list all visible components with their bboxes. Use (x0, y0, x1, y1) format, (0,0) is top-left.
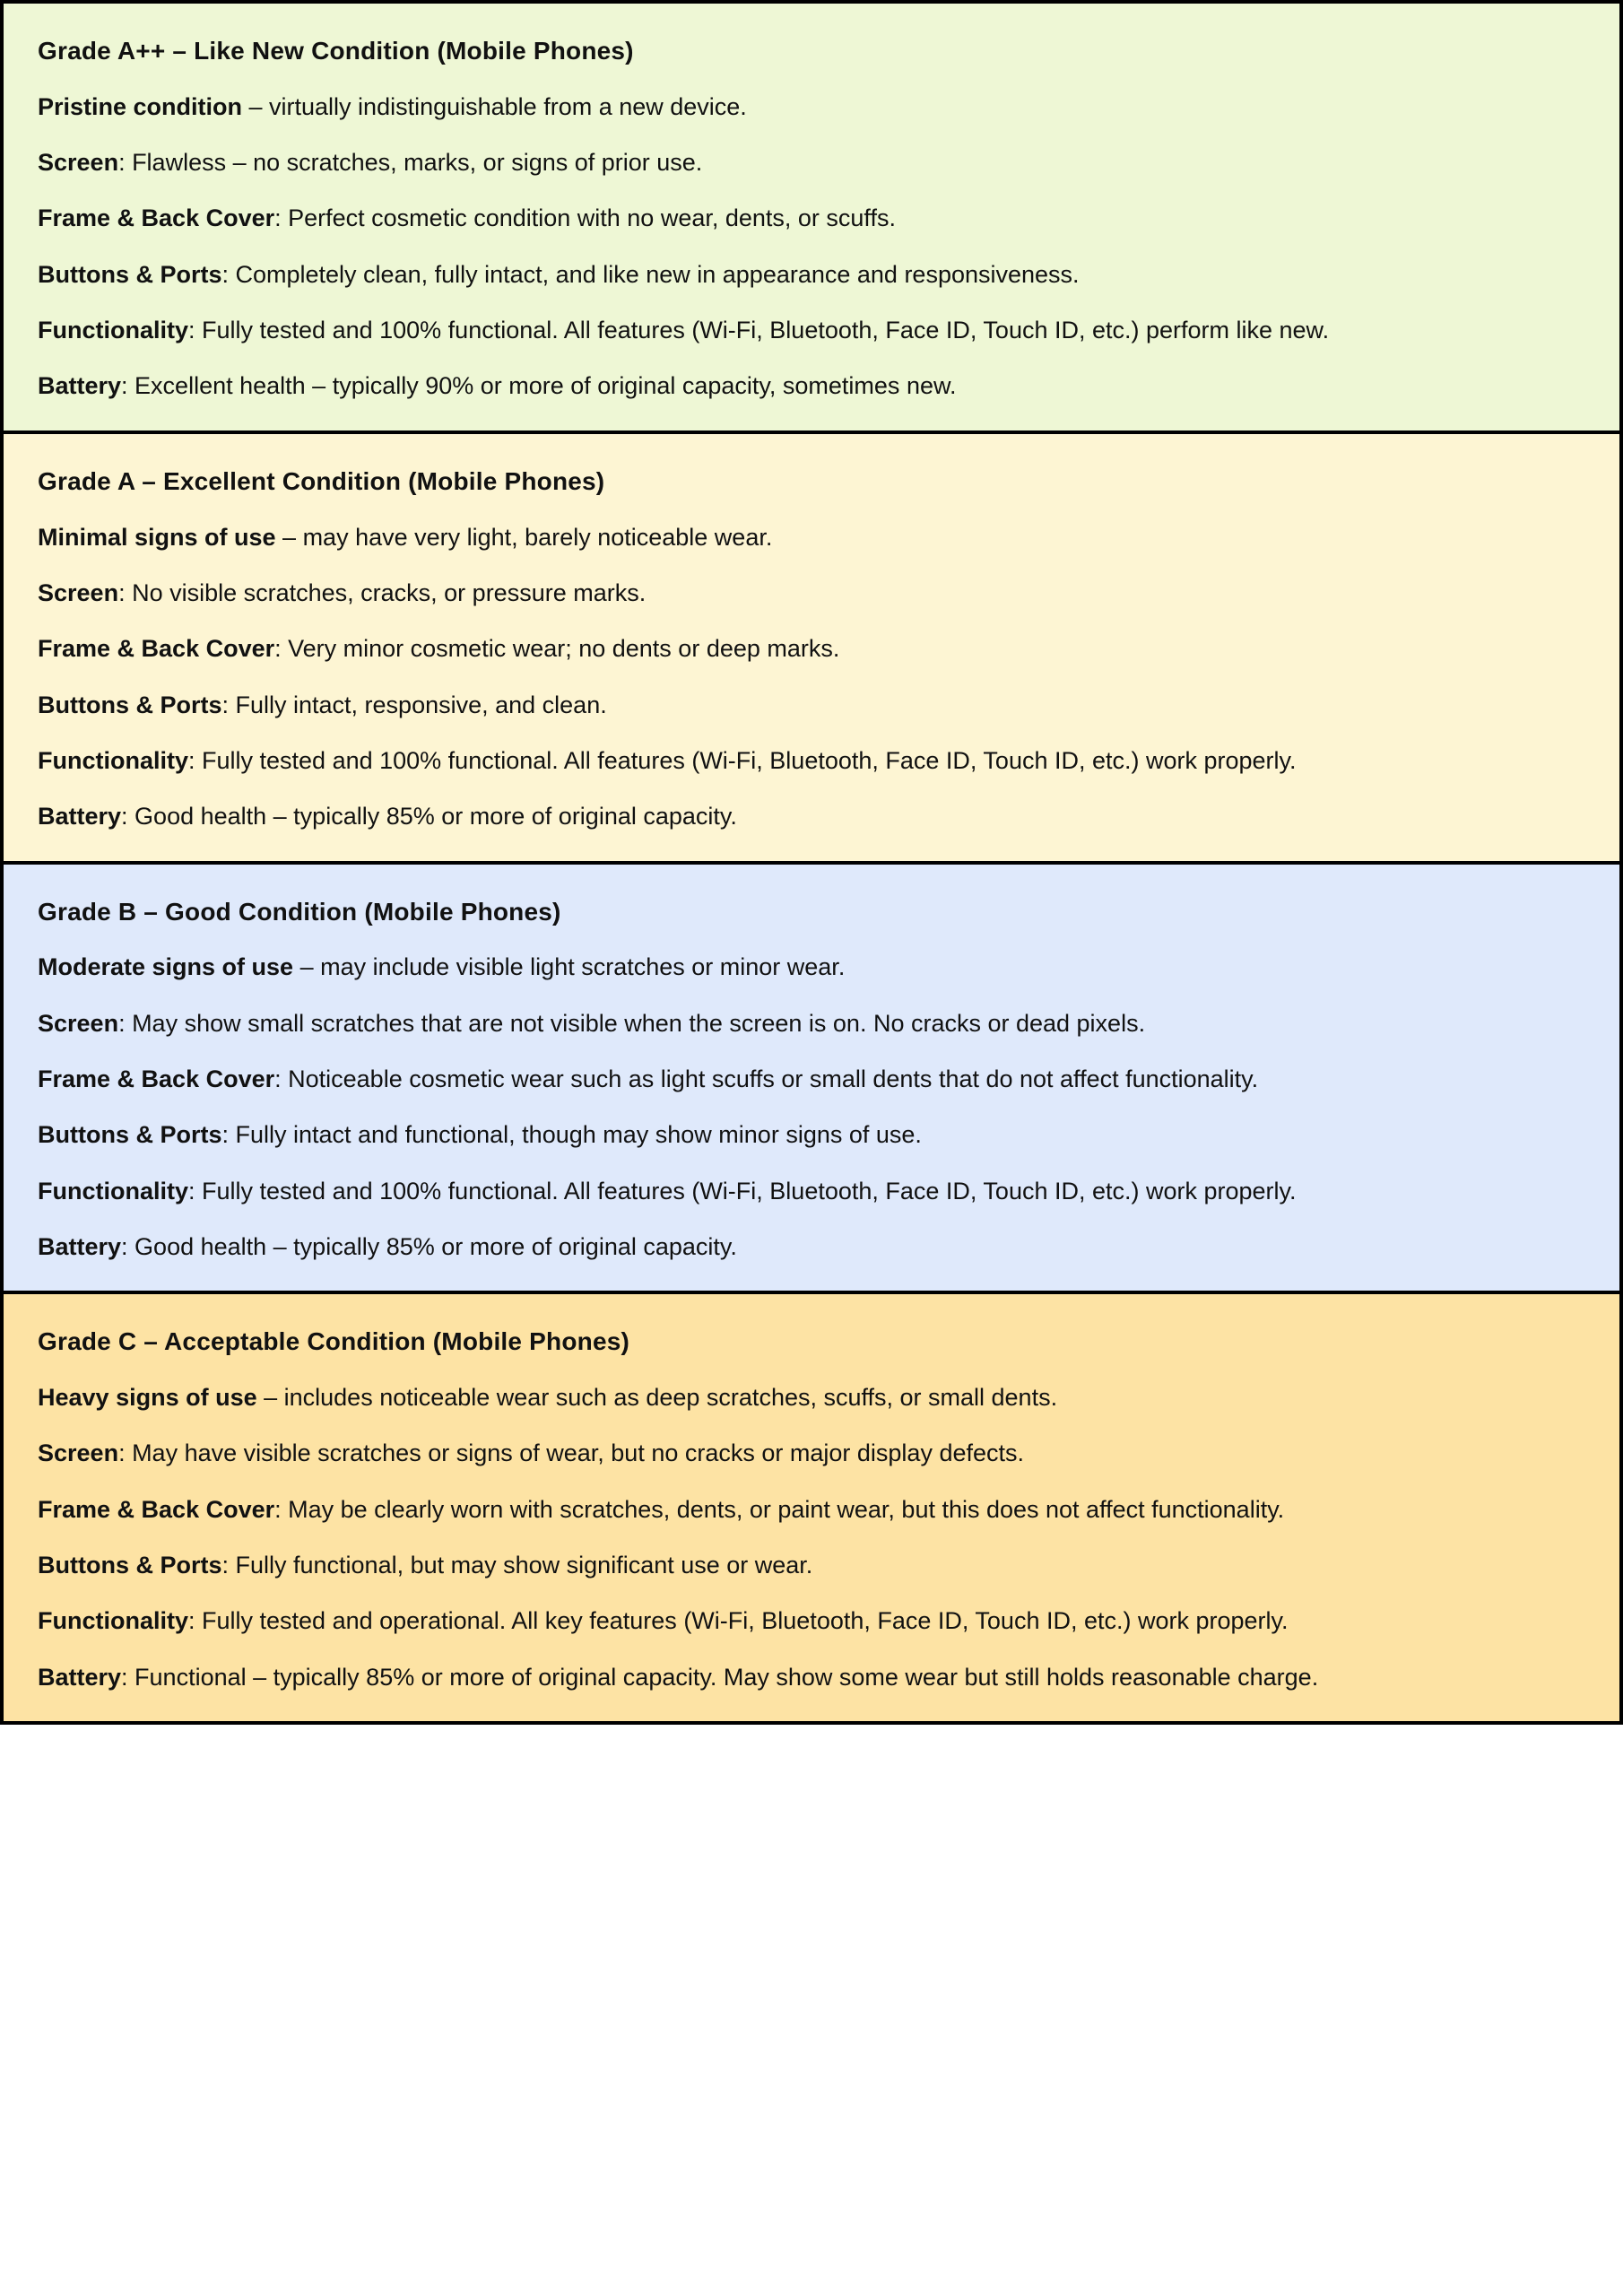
grade-card-grade-b (0, 861, 1623, 1295)
grade-detail-text: : Noticeable cosmetic wear such as light scuffs or small dents that do not affect functionality. (274, 1065, 1259, 1092)
grade-card-title: Grade A – Excellent Condition (Mobile Phones) (38, 466, 605, 495)
grade-detail-label: Buttons & Ports (38, 691, 222, 718)
grade-detail-label: Frame & Back Cover (38, 204, 275, 232)
grade-detail-label: Buttons & Ports (38, 1121, 222, 1149)
grade-detail-text: : Good health – typically 85% or more of original capacity. (121, 803, 737, 831)
grade-detail-text: : Functional – typically 85% or more of original capacity. May show some wear but still holds reasonable charge. (121, 1663, 1319, 1691)
grade-detail-line (38, 145, 1585, 179)
grade-detail-text: : Fully tested and 100% functional. All features (Wi-Fi, Bluetooth, Face ID, Touch ID, etc.) perform like new. (188, 317, 1330, 344)
grade-detail-line (38, 631, 1585, 665)
grade-detail-text: : Completely clean, fully intact, and like new in appearance and responsiveness. (221, 260, 1080, 288)
grade-detail-label: Battery (38, 803, 122, 831)
grade-detail-text: : Fully tested and 100% functional. All features (Wi-Fi, Bluetooth, Face ID, Touch ID, etc.) work properly. (188, 746, 1297, 774)
grade-detail-label: Screen (38, 578, 119, 606)
grade-card-title: Grade A++ – Like New Condition (Mobile Phones) (38, 37, 634, 65)
grade-detail-label: Screen (38, 1439, 119, 1467)
grade-detail-label: Minimal signs of use (38, 523, 276, 551)
grade-detail-label: Frame & Back Cover (38, 1495, 275, 1523)
grade-detail-text: : May show small scratches that are not visible when the screen is on. No cracks or dead pixels. (118, 1009, 1146, 1037)
grade-detail-line (38, 1118, 1585, 1152)
grade-detail-line (38, 1230, 1585, 1264)
grade-detail-line (38, 90, 1585, 124)
grade-card-title: Grade C – Acceptable Condition (Mobile Phones) (38, 1327, 630, 1356)
grade-detail-label: Frame & Back Cover (38, 635, 275, 663)
grade-detail-line (38, 576, 1585, 610)
grade-detail-line (38, 950, 1585, 984)
grade-detail-text: : May have visible scratches or signs of wear, but no cracks or major display defects. (118, 1439, 1024, 1467)
grade-detail-label: Functionality (38, 746, 188, 774)
grade-detail-label: Pristine condition (38, 92, 243, 120)
grade-detail-text: : Fully intact, responsive, and clean. (221, 691, 607, 718)
grade-detail-text: : Flawless – no scratches, marks, or signs of prior use. (118, 149, 703, 177)
grade-detail-line (38, 201, 1585, 235)
grade-detail-text: – may have very light, barely noticeable wear. (275, 523, 773, 551)
grade-detail-label: Moderate signs of use (38, 953, 294, 981)
grade-detail-label: Screen (38, 149, 119, 177)
grade-card-grade-c (0, 1291, 1623, 1725)
grade-detail-text: : May be clearly worn with scratches, dents, or paint wear, but this does not affect functionality. (274, 1495, 1285, 1523)
grade-detail-label: Battery (38, 1232, 122, 1260)
grade-detail-line (38, 1006, 1585, 1040)
grade-detail-text: : Excellent health – typically 90% or more of original capacity, sometimes new. (121, 372, 957, 400)
grade-detail-line (38, 799, 1585, 833)
grade-detail-text: : Fully tested and 100% functional. All features (Wi-Fi, Bluetooth, Face ID, Touch ID, etc.) work properly. (188, 1177, 1297, 1205)
grade-detail-text: : Perfect cosmetic condition with no wear, dents, or scuffs. (274, 204, 896, 232)
grade-detail-label: Heavy signs of use (38, 1384, 257, 1412)
grade-detail-line (38, 1062, 1585, 1096)
grade-detail-text: : No visible scratches, cracks, or pressure marks. (118, 578, 647, 606)
grade-detail-text: : Fully intact and functional, though may show minor signs of use. (221, 1121, 922, 1149)
grade-detail-line (38, 313, 1585, 347)
grade-detail-label: Battery (38, 372, 122, 400)
grade-detail-line (38, 1548, 1585, 1582)
grade-detail-line (38, 1492, 1585, 1526)
grade-detail-label: Screen (38, 1009, 119, 1037)
grade-detail-label: Buttons & Ports (38, 260, 222, 288)
grade-detail-line (38, 1380, 1585, 1414)
grade-detail-line (38, 1174, 1585, 1208)
grade-detail-text: – virtually indistinguishable from a new device. (242, 92, 747, 120)
grade-detail-line (38, 257, 1585, 291)
grade-detail-label: Functionality (38, 317, 188, 344)
grade-detail-label: Functionality (38, 1607, 188, 1635)
grade-detail-text: : Fully functional, but may show significant use or wear. (221, 1552, 813, 1579)
grade-detail-line (38, 1436, 1585, 1470)
grade-detail-line (38, 520, 1585, 554)
grade-detail-line (38, 1604, 1585, 1638)
grade-detail-text: : Good health – typically 85% or more of original capacity. (121, 1232, 737, 1260)
grade-detail-label: Functionality (38, 1177, 188, 1205)
grade-detail-label: Battery (38, 1663, 122, 1691)
grade-card-title: Grade B – Good Condition (Mobile Phones) (38, 897, 561, 926)
grade-detail-text: – includes noticeable wear such as deep scratches, scuffs, or small dents. (256, 1384, 1058, 1412)
grade-detail-text: : Fully tested and operational. All key features (Wi-Fi, Bluetooth, Face ID, Touch ID, etc.) work properly. (188, 1607, 1289, 1635)
grade-detail-label: Frame & Back Cover (38, 1065, 275, 1092)
grade-card-grade-a (0, 430, 1623, 865)
grade-detail-line (38, 744, 1585, 778)
grade-detail-label: Buttons & Ports (38, 1552, 222, 1579)
grade-detail-text: : Very minor cosmetic wear; no dents or deep marks. (274, 635, 840, 663)
grade-card-grade-a-plus-plus (0, 0, 1623, 434)
grade-detail-text: – may include visible light scratches or minor wear. (293, 953, 846, 981)
grade-detail-line (38, 1660, 1585, 1694)
grade-detail-line (38, 369, 1585, 403)
grade-detail-line (38, 688, 1585, 722)
